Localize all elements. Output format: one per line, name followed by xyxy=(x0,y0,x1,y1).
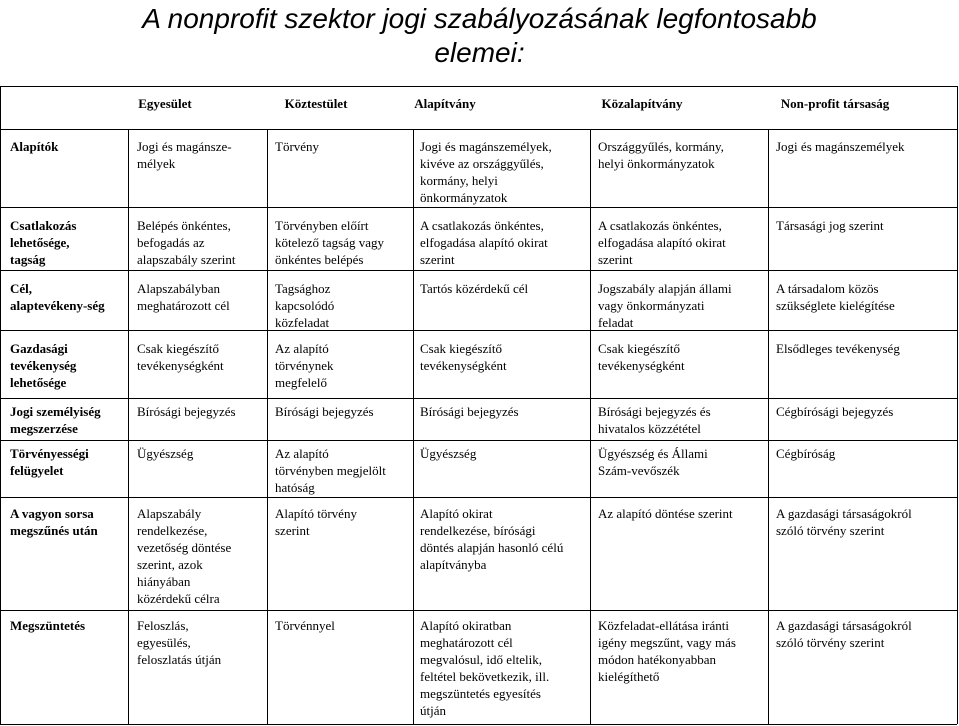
table-cell: Tagsághoz kapcsolódó közfeladat xyxy=(275,281,335,330)
table-row-border xyxy=(0,440,957,441)
table-cell: Bírósági bejegyzés xyxy=(275,404,374,419)
table-cell: Az alapító döntése szerint xyxy=(598,506,733,521)
table-row-border xyxy=(0,610,957,611)
table-cell: A társadalom közös szükséglete kielégítése xyxy=(776,281,895,313)
table-cell: Cégbírósági bejegyzés xyxy=(776,404,894,419)
table-cell: A csatlakozás önkéntes, elfogadása alapító okirat szerint xyxy=(598,218,726,267)
table-column-border xyxy=(768,129,769,724)
table-cell: Bírósági bejegyzés és hivatalos közzététel xyxy=(598,404,711,436)
table-column-border xyxy=(413,129,414,724)
table-column-border xyxy=(0,86,1,724)
table-cell: Alapszabályban meghatározott cél xyxy=(137,281,230,313)
row-label: A vagyon sorsa megszűnés után xyxy=(10,506,98,538)
table-cell: Cégbíróság xyxy=(776,446,836,461)
table-cell: Alapító okiratban meghatározott cél megvalósul, idő eltelik, feltétel bekövetkezik, ill. megszüntetés egyesítés útján xyxy=(420,618,550,718)
table-cell: Csak kiegészítő tevékenységként xyxy=(598,341,685,373)
table-cell: Csak kiegészítő tevékenységként xyxy=(420,341,507,373)
row-label: Megszüntetés xyxy=(10,618,86,633)
table-cell: Feloszlás, egyesülés, feloszlatás útján xyxy=(137,618,222,667)
table-row-border xyxy=(0,497,957,498)
table-cell: Jogi és magánszemélyek, kivéve az országgyűlés, kormány, helyi önkormányzatok xyxy=(420,139,552,205)
table-cell: Törvény xyxy=(275,139,320,154)
table-cell: Törvénnyel xyxy=(275,618,335,633)
table-cell: Országgyűlés, kormány, helyi önkormányzatok xyxy=(598,139,724,171)
row-label: Alapítók xyxy=(10,139,59,154)
column-header: Közalapítvány xyxy=(601,96,683,111)
table-cell: Bírósági bejegyzés xyxy=(420,404,519,419)
table-row-border xyxy=(0,86,957,87)
table-cell: A csatlakozás önkéntes, elfogadása alapító okirat szerint xyxy=(420,218,548,267)
title-line-1: A nonprofit szektor jogi szabályozásának legfontosabb xyxy=(142,3,817,34)
table-row-border xyxy=(0,129,957,130)
table-cell: Ügyészség xyxy=(420,446,477,461)
row-label: Cél, alaptevékeny-ség xyxy=(10,281,105,313)
column-header: Egyesület xyxy=(138,96,192,111)
column-header: Köztestület xyxy=(284,96,348,111)
table-column-border xyxy=(957,86,958,724)
table-cell: Csak kiegészítő tevékenységként xyxy=(137,341,224,373)
table-column-border xyxy=(590,129,591,724)
table-cell: Alapító törvény szerint xyxy=(275,506,357,538)
row-label: Jogi személyiség megszerzése xyxy=(10,404,101,436)
table-cell: Alapszabály rendelkezése, vezetőség döntése szerint, azok hiányában közérdekű célra xyxy=(137,506,232,606)
row-label: Gazdasági tevékenység lehetősége xyxy=(10,341,77,390)
table-cell: Jogi és magánsze- mélyek xyxy=(137,139,232,171)
table-cell: Az alapító törvénynek megfelelő xyxy=(275,341,334,390)
table-column-border xyxy=(128,129,129,724)
row-label: Törvényességi felügyelet xyxy=(10,446,89,478)
table-row-border xyxy=(0,330,957,331)
column-header: Non-profit társaság xyxy=(780,96,890,111)
table-row-border xyxy=(0,724,957,725)
table-row-border xyxy=(0,398,957,399)
table-cell: Közfeladat-ellátása iránti igény megszűnt, vagy más módon hatékonyabban kielégíthető xyxy=(598,618,736,684)
table-cell: Tartós közérdekű cél xyxy=(420,281,529,296)
title-line-2: elemei: xyxy=(434,37,525,68)
table-cell: Ügyészség xyxy=(137,446,194,461)
table-cell: A gazdasági társaságokról szóló törvény szerint xyxy=(776,506,912,538)
column-header: Alapítvány xyxy=(414,96,476,111)
table-cell: Bírósági bejegyzés xyxy=(137,404,236,419)
table-cell: Ügyészség és Állami Szám-vevőszék xyxy=(598,446,708,478)
table-cell: A gazdasági társaságokról szóló törvény szerint xyxy=(776,618,912,650)
table-cell: Törvényben előírt kötelező tagság vagy önkéntes belépés xyxy=(275,218,385,267)
table-cell: Alapító okirat rendelkezése, bírósági döntés alapján hasonló célú alapítványba xyxy=(420,506,564,572)
table-cell: Társasági jog szerint xyxy=(776,218,884,233)
table-cell: Az alapító törvényben megjelölt hatóság xyxy=(275,446,386,495)
table-cell: Elsődleges tevékenység xyxy=(776,341,900,356)
table-cell: Jogi és magánszemélyek xyxy=(776,139,905,154)
row-label: Csatlakozás lehetősége, tagság xyxy=(10,218,77,267)
table-row-border xyxy=(0,207,957,208)
table-row-border xyxy=(0,270,957,271)
table-cell: Belépés önkéntes, befogadás az alapszabály szerint xyxy=(137,218,236,267)
table-cell: Jogszabály alapján állami vagy önkormányzati feladat xyxy=(598,281,732,330)
table-column-border xyxy=(267,129,268,724)
